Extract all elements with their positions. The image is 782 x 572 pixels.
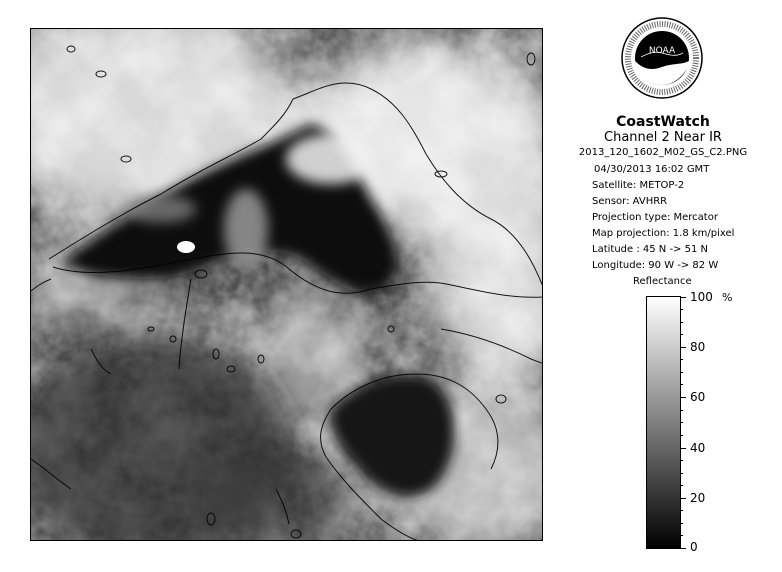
colorbar-tick	[680, 448, 686, 449]
colorbar-label-40: 40	[690, 441, 706, 455]
product-title: CoastWatch	[616, 114, 710, 130]
map-projection-text: Map projection: 1.8 km/pixel	[592, 228, 735, 239]
colorbar-unit: %	[722, 291, 733, 304]
logo-text: NOAA	[648, 46, 676, 56]
sensor-text: Sensor: AVHRR	[592, 196, 668, 207]
colorbar-tick	[680, 498, 686, 499]
satellite-image	[30, 28, 543, 541]
satellite-text: Satellite: METOP-2	[592, 180, 685, 191]
colorbar-label-60: 60	[690, 390, 706, 404]
colorbar-minor-tick	[680, 485, 683, 486]
colorbar-minor-tick	[680, 422, 683, 423]
colorbar-minor-tick	[680, 334, 683, 335]
colorbar-minor-tick	[680, 535, 683, 536]
longitude-text: Longitude: 90 W -> 82 W	[592, 260, 719, 271]
colorbar-label-100: 100	[690, 290, 713, 304]
colorbar-tick	[680, 397, 686, 398]
colorbar-minor-tick	[680, 410, 683, 411]
colorbar-minor-tick	[680, 309, 683, 310]
product-subtitle: Channel 2 Near IR	[604, 130, 722, 145]
colorbar-minor-tick	[680, 510, 683, 511]
noaa-logo	[621, 17, 703, 99]
product-filename: 2013_120_1602_M02_GS_C2.PNG	[578, 147, 748, 158]
colorbar-minor-tick	[680, 460, 683, 461]
colorbar-minor-tick	[680, 359, 683, 360]
colorbar-minor-tick	[680, 435, 683, 436]
colorbar	[646, 296, 681, 549]
projection-type-text: Projection type: Mercator	[592, 212, 718, 223]
colorbar-tick	[680, 548, 686, 549]
colorbar-minor-tick	[680, 322, 683, 323]
colorbar-label-80: 80	[690, 340, 706, 354]
latitude-text: Latitude : 45 N -> 51 N	[592, 244, 708, 255]
colorbar-title: Reflectance	[633, 276, 692, 287]
colorbar-tick	[680, 347, 686, 348]
colorbar-label-0: 0	[690, 540, 698, 554]
colorbar-label-20: 20	[690, 491, 706, 505]
colorbar-minor-tick	[680, 523, 683, 524]
colorbar-tick	[680, 297, 686, 298]
colorbar-minor-tick	[680, 372, 683, 373]
colorbar-minor-tick	[680, 473, 683, 474]
colorbar-minor-tick	[680, 384, 683, 385]
datetime-text: 04/30/2013 16:02 GMT	[594, 164, 710, 175]
